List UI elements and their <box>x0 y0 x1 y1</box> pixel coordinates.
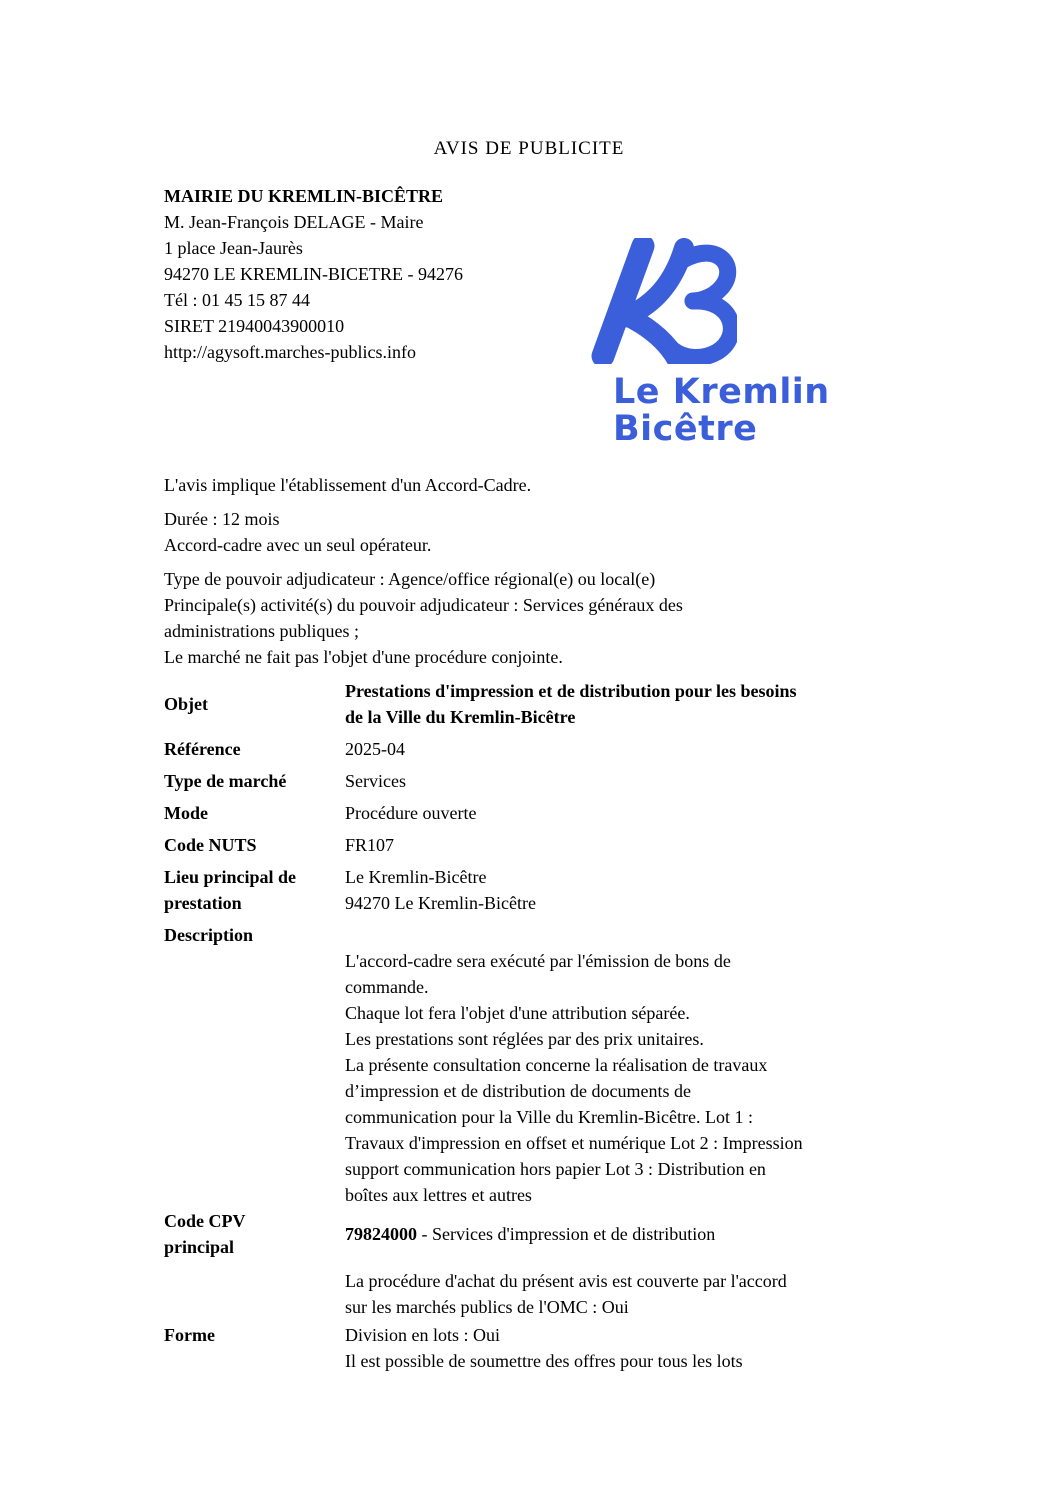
row-description <box>164 922 894 1208</box>
operator-line: Accord-cadre avec un seul opérateur. <box>164 535 432 555</box>
kremlin-bicetre-logo <box>583 238 830 448</box>
pouvoir-type-line: Type de pouvoir adjudicateur : Agence/office régional(e) ou local(e) <box>164 569 656 589</box>
row-mode <box>164 800 894 826</box>
row-reference <box>164 736 894 762</box>
issuer-block <box>164 183 463 365</box>
omc-empty-label <box>164 1268 345 1320</box>
page-title: AVIS DE PUBLICITE <box>433 138 625 159</box>
forme-value: Division en lots : Oui Il est possible de soumettre des offres pour tous les lots <box>345 1325 743 1371</box>
code-cpv-label: Code CPV principal <box>164 1211 246 1257</box>
pouvoir-activite-line2: administrations publiques ; <box>164 621 359 641</box>
objet-label: Objet <box>164 694 208 714</box>
pouvoir-adjudicateur-block <box>164 566 894 670</box>
description-value: L'accord-cadre sera exécuté par l'émission de bons de commande. Chaque lot fera l'objet d'une attribution séparée. Les prestations sont réglées par des prix unitaires. La présente consultation concerne la réalisation de travaux d’impression et de distribution de documents de communication pour la Ville du Kremlin-Bicêtre. Lot 1 : Travaux d'impression en offset et numérique Lot 2 : Impression support communication hors papier Lot 3 : Distribution en boîtes aux lettres et autres <box>345 951 803 1205</box>
kb-monogram-icon <box>583 238 737 364</box>
description-label: Description <box>164 925 253 945</box>
row-code-nuts <box>164 832 894 858</box>
lieu-value: Le Kremlin-Bicêtre 94270 Le Kremlin-Bicêtre <box>345 867 536 913</box>
row-forme <box>164 1322 894 1374</box>
objet-value: Prestations d'impression et de distribution pour les besoins de la Ville du Kremlin-Bicêtre <box>345 681 797 727</box>
cpv-code-number: 79824000 <box>345 1224 417 1244</box>
issuer-city: 94270 LE KREMLIN-BICETRE - 94276 <box>164 264 463 284</box>
reference-value: 2025-04 <box>345 739 405 759</box>
procedure-conjointe-line: Le marché ne fait pas l'objet d'une procédure conjointe. <box>164 647 563 667</box>
details-table <box>164 678 894 1374</box>
mode-value: Procédure ouverte <box>345 803 477 823</box>
code-nuts-value: FR107 <box>345 835 395 855</box>
row-omc <box>164 1268 894 1320</box>
type-marche-value: Services <box>345 771 406 791</box>
logo-line-2: Bicêtre <box>613 409 758 449</box>
row-objet <box>164 678 894 730</box>
row-code-cpv <box>164 1208 894 1260</box>
type-marche-label: Type de marché <box>164 771 287 791</box>
reference-label: Référence <box>164 739 241 759</box>
issuer-siret: SIRET 21940043900010 <box>164 316 345 336</box>
lieu-label: Lieu principal de prestation <box>164 867 297 913</box>
issuer-contact: M. Jean-François DELAGE - Maire <box>164 212 424 232</box>
logo-line-1: Le Kremlin <box>613 372 830 412</box>
issuer-name: MAIRIE DU KREMLIN-BICÊTRE <box>164 186 444 206</box>
issuer-website-url: http://agysoft.marches-publics.info <box>164 342 416 362</box>
issuer-phone: Tél : 01 45 15 87 44 <box>164 290 310 310</box>
mode-label: Mode <box>164 803 208 823</box>
duration-line: Durée : 12 mois <box>164 509 280 529</box>
pouvoir-activite-line: Principale(s) activité(s) du pouvoir adjudicateur : Services généraux des <box>164 595 683 615</box>
notice-body <box>164 472 894 1380</box>
omc-value: La procédure d'achat du présent avis est couverte par l'accord sur les marchés publics de l'OMC : Oui <box>345 1271 787 1317</box>
forme-label: Forme <box>164 1325 215 1345</box>
row-lieu <box>164 864 894 916</box>
duration-block <box>164 506 894 558</box>
cpv-code-description: - Services d'impression et de distribution <box>417 1224 716 1244</box>
logo-wordmark <box>613 374 830 448</box>
accord-cadre-statement: L'avis implique l'établissement d'un Accord-Cadre. <box>164 475 532 495</box>
code-cpv-value <box>345 1221 894 1247</box>
issuer-street: 1 place Jean-Jaurès <box>164 238 303 258</box>
row-type-marche <box>164 768 894 794</box>
code-nuts-label: Code NUTS <box>164 835 257 855</box>
